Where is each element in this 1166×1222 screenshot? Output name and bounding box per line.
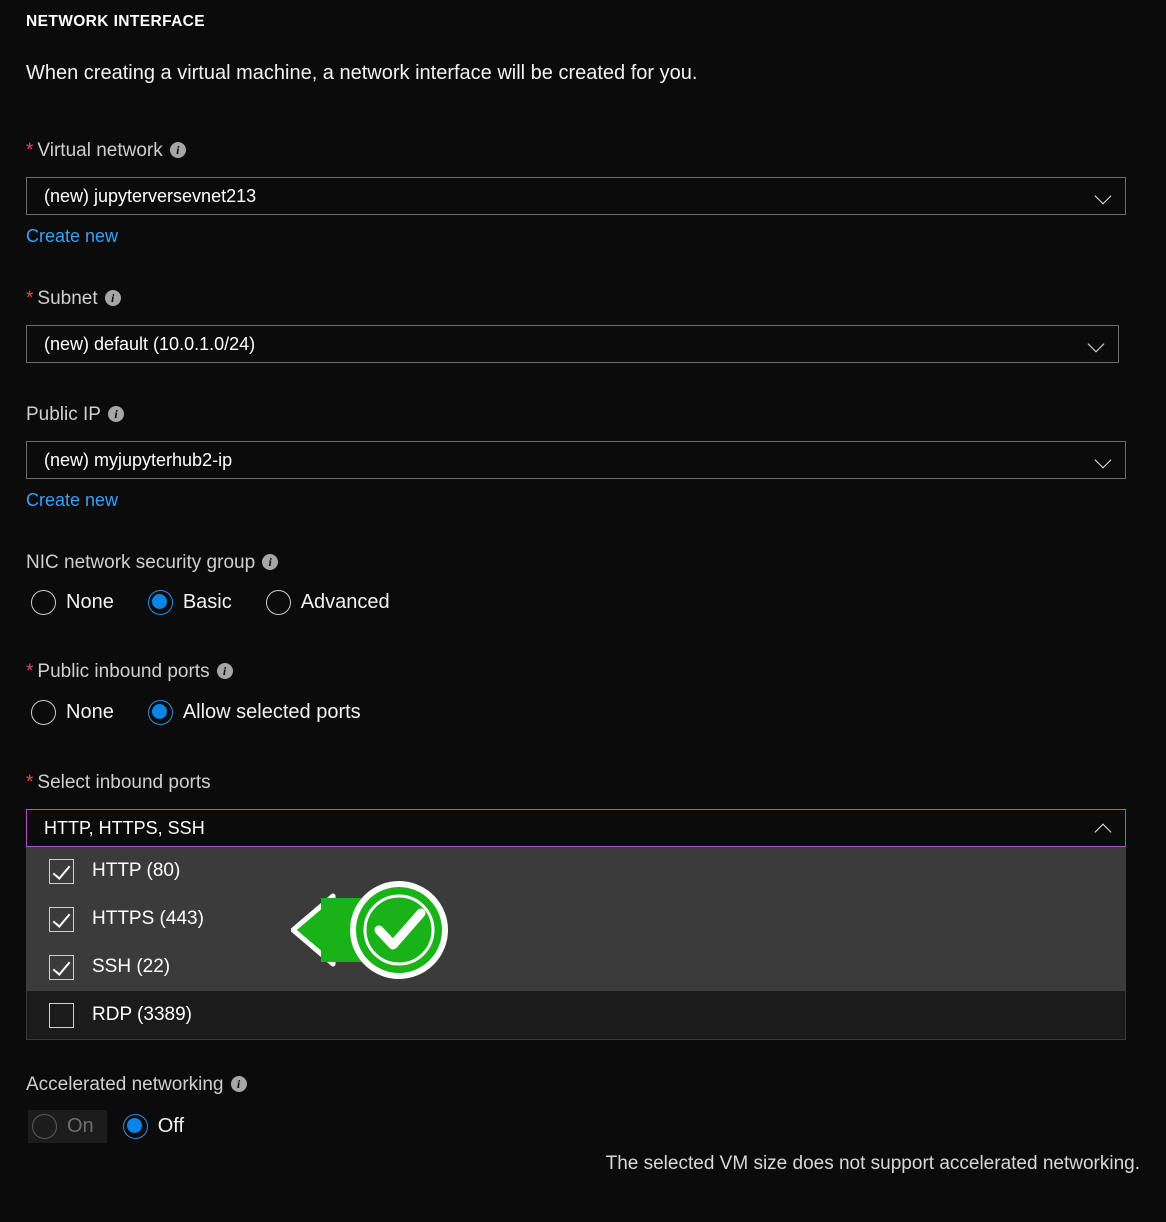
nic-nsg-option-basic[interactable]: Basic xyxy=(148,590,232,615)
accelerated-networking-option-on: On xyxy=(28,1110,107,1143)
info-icon[interactable]: i xyxy=(217,663,233,679)
chevron-down-icon[interactable] xyxy=(1086,333,1108,355)
public-inbound-ports-option-allow-selected[interactable]: Allow selected ports xyxy=(148,700,361,725)
option-label: HTTPS (443) xyxy=(92,908,204,929)
option-label: HTTP (80) xyxy=(92,860,181,881)
public-ip-value: (new) myjupyterhub2-ip xyxy=(44,449,233,470)
option-label: RDP (3389) xyxy=(92,1004,192,1025)
checkbox-icon[interactable] xyxy=(49,1003,74,1028)
checkbox-icon[interactable] xyxy=(49,955,74,980)
radio-icon[interactable] xyxy=(148,700,173,725)
nic-nsg-option-none[interactable]: None xyxy=(31,590,114,615)
info-icon[interactable]: i xyxy=(108,406,124,422)
required-indicator: * xyxy=(26,661,34,682)
required-indicator: * xyxy=(26,140,34,161)
public-ip-label: Public IP i xyxy=(26,404,124,426)
option-https-443[interactable] xyxy=(27,895,1125,943)
virtual-network-label: * Virtual network i xyxy=(26,140,186,162)
radio-icon[interactable] xyxy=(123,1114,148,1139)
select-inbound-ports-label: * Select inbound ports xyxy=(26,772,211,793)
public-ip-create-new-link[interactable]: Create new xyxy=(26,490,119,510)
info-icon[interactable]: i xyxy=(105,290,121,306)
nic-nsg-label: NIC network security group i xyxy=(26,552,278,574)
chevron-up-icon[interactable] xyxy=(1093,817,1115,839)
accelerated-networking-option-off[interactable]: Off xyxy=(123,1114,184,1139)
public-inbound-ports-option-none[interactable]: None xyxy=(31,700,114,725)
info-icon[interactable]: i xyxy=(170,142,186,158)
radio-icon[interactable] xyxy=(31,700,56,725)
checkbox-icon[interactable] xyxy=(49,859,74,884)
accelerated-networking-note: The selected VM size does not support accelerated networking. xyxy=(605,1153,1140,1174)
required-indicator: * xyxy=(26,288,34,309)
required-indicator: * xyxy=(26,772,34,793)
info-icon[interactable]: i xyxy=(262,554,278,570)
radio-icon[interactable] xyxy=(148,590,173,615)
subnet-select[interactable] xyxy=(26,325,1119,363)
select-inbound-ports-value: HTTP, HTTPS, SSH xyxy=(44,817,205,838)
section-description: When creating a virtual machine, a network interface will be created for you. xyxy=(26,62,698,84)
virtual-network-value: (new) jupyterversevnet213 xyxy=(44,185,257,206)
option-label: SSH (22) xyxy=(92,956,171,977)
info-icon[interactable]: i xyxy=(231,1076,247,1092)
virtual-network-select[interactable] xyxy=(26,177,1126,215)
radio-icon[interactable] xyxy=(266,590,291,615)
accelerated-networking-label: Accelerated networking i xyxy=(26,1074,247,1096)
public-inbound-ports-label: * Public inbound ports i xyxy=(26,661,233,683)
checkbox-icon[interactable] xyxy=(49,907,74,932)
virtual-network-create-new-link[interactable]: Create new xyxy=(26,226,119,246)
radio-icon[interactable] xyxy=(31,590,56,615)
subnet-value: (new) default (10.0.1.0/24) xyxy=(44,333,256,354)
chevron-down-icon[interactable] xyxy=(1093,449,1115,471)
subnet-label: * Subnet i xyxy=(26,288,121,310)
section-title: NETWORK INTERFACE xyxy=(26,13,206,30)
select-inbound-ports-options-list xyxy=(26,847,1126,1040)
radio-icon xyxy=(32,1114,57,1139)
public-ip-select[interactable] xyxy=(26,441,1126,479)
nic-nsg-option-advanced[interactable]: Advanced xyxy=(266,590,390,615)
select-inbound-ports-combobox[interactable] xyxy=(26,809,1126,847)
public-inbound-ports-radio-group xyxy=(31,700,395,725)
option-http-80[interactable] xyxy=(27,847,1125,895)
chevron-down-icon[interactable] xyxy=(1093,185,1115,207)
nic-nsg-radio-group xyxy=(31,590,424,615)
option-ssh-22[interactable] xyxy=(27,943,1125,991)
option-rdp-3389[interactable] xyxy=(27,991,1125,1039)
accelerated-networking-radio-group xyxy=(28,1110,218,1143)
